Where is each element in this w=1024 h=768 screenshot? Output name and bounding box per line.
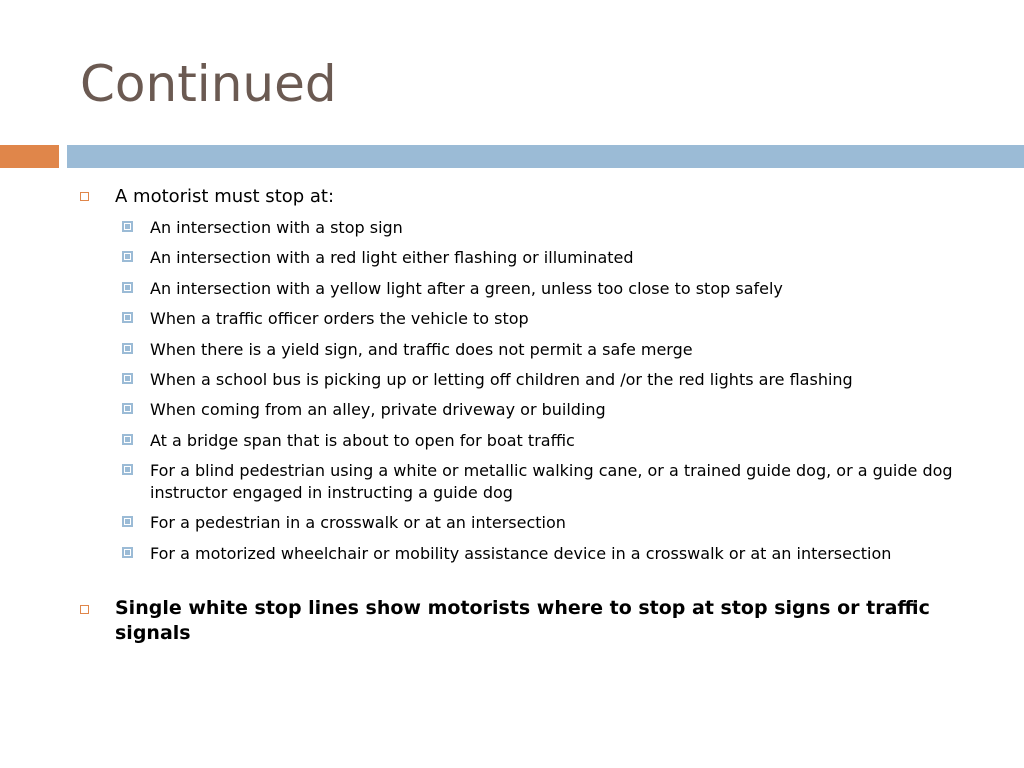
filled-square-bullet-icon xyxy=(122,547,133,558)
filled-square-bullet-icon xyxy=(122,516,133,527)
slide-title: Continued xyxy=(80,55,337,113)
sub-bullet-text: For a blind pedestrian using a white or metallic walking cane, or a trained guide dog, or a guide dog instructor engaged in instructing a guide dog xyxy=(150,461,953,502)
accent-bar-blue xyxy=(67,145,1024,168)
filled-square-bullet-icon xyxy=(122,464,133,475)
filled-square-bullet-icon xyxy=(122,312,133,323)
sub-bullet-text: An intersection with a yellow light after a green, unless too close to stop safely xyxy=(150,279,783,298)
sub-bullet-text: For a motorized wheelchair or mobility assistance device in a crosswalk or at an intersection xyxy=(150,544,892,563)
sub-bullet-text: At a bridge span that is about to open for boat traffic xyxy=(150,431,575,450)
filled-square-bullet-icon xyxy=(122,221,133,232)
hollow-square-bullet-icon xyxy=(80,605,89,614)
filled-square-bullet-icon xyxy=(122,343,133,354)
sub-bullet-text: An intersection with a stop sign xyxy=(150,218,403,237)
sub-bullet-text: When coming from an alley, private driveway or building xyxy=(150,400,606,419)
filled-square-bullet-icon xyxy=(122,251,133,262)
sub-bullet-text: For a pedestrian in a crosswalk or at an intersection xyxy=(150,513,566,532)
filled-square-bullet-icon xyxy=(122,373,133,384)
filled-square-bullet-icon xyxy=(122,282,133,293)
hollow-square-bullet-icon xyxy=(80,192,89,201)
accent-bar-orange xyxy=(0,145,59,168)
filled-square-bullet-icon xyxy=(122,403,133,414)
filled-square-bullet-icon xyxy=(122,434,133,445)
sub-bullet-text: When a school bus is picking up or letting off children and /or the red lights are flashing xyxy=(150,370,853,389)
sub-bullet-text: An intersection with a red light either flashing or illuminated xyxy=(150,248,634,267)
main-bullet-text: A motorist must stop at: xyxy=(115,186,335,207)
sub-bullet-text: When a traffic officer orders the vehicle to stop xyxy=(150,309,529,328)
sub-bullet-text: When there is a yield sign, and traffic does not permit a safe merge xyxy=(150,340,693,359)
main-bullet-text: Single white stop lines show motorists where to stop at stop signs or traffic signals xyxy=(115,597,930,644)
